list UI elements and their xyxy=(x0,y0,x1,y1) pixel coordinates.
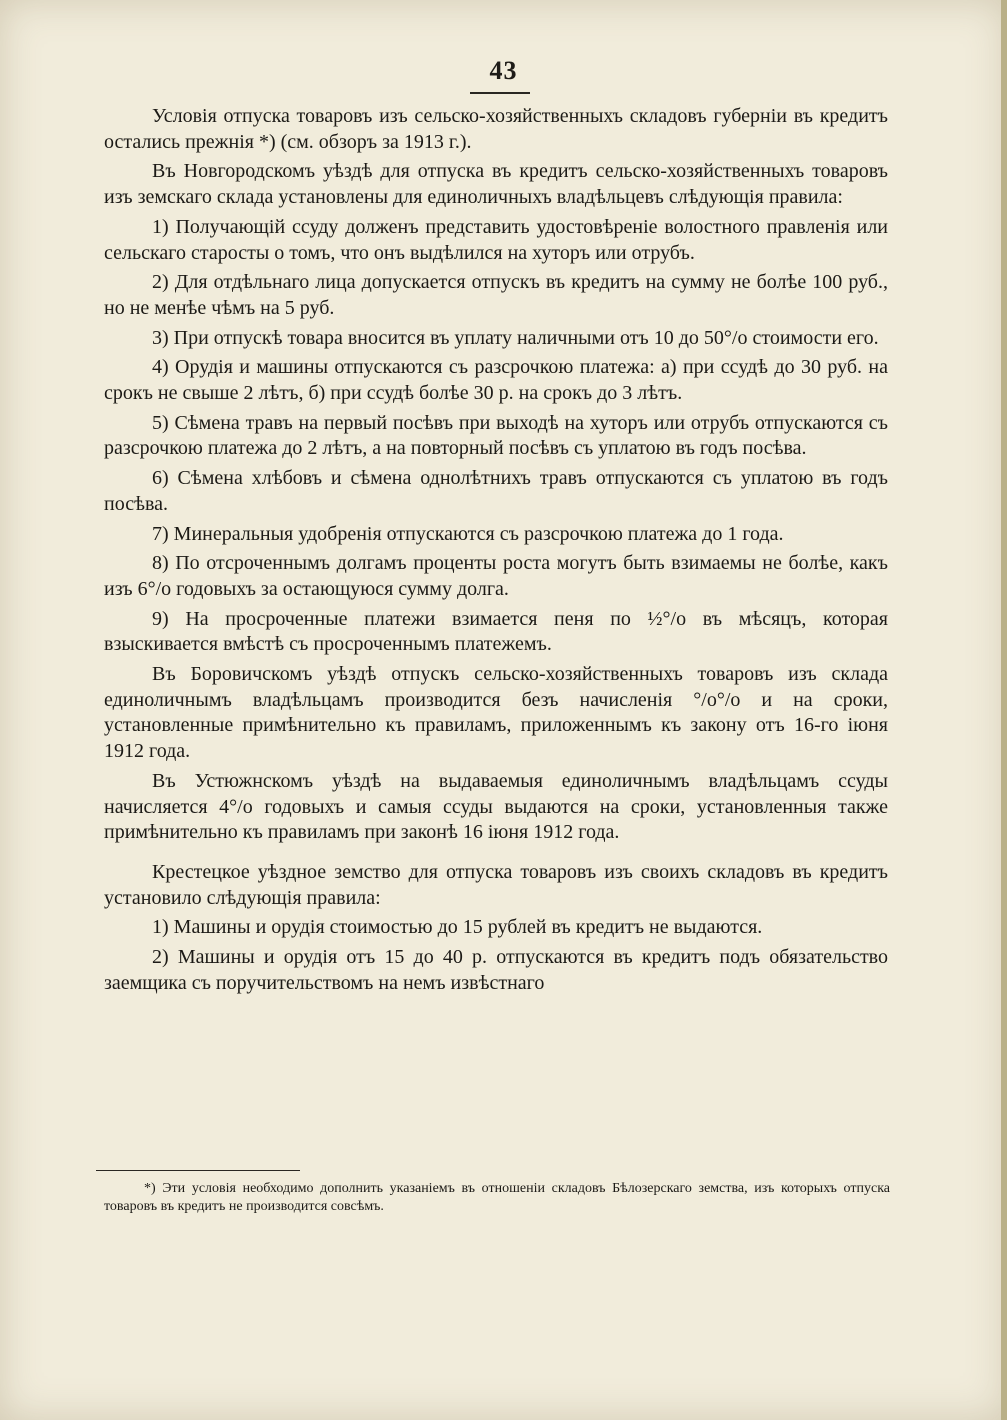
page-number-rule xyxy=(470,92,530,94)
rule-6: 6) Сѣмена хлѣбовъ и сѣмена однолѣтнихъ травъ отпускаются съ уплатою въ годъ посѣва. xyxy=(104,467,888,515)
body-text xyxy=(104,104,888,1001)
paragraph-borovichi: Въ Боровичскомъ уѣздѣ отпускъ сельско-хозяйственныхъ товаровъ изъ склада единоличнымъ владѣльцамъ производится безъ начисленія °/о°/о и на сроки, установленные примѣнительно къ правиламъ, приложеннымъ къ закону отъ 16-го іюня 1912 года. xyxy=(104,663,888,763)
paragraph-2: Въ Новгородскомъ уѣздѣ для отпуска въ кредитъ сельско-хозяйственныхъ товаровъ изъ земскаго склада установлены для единоличныхъ владѣльцевъ слѣдующія правила: xyxy=(104,160,888,209)
rule-8: 8) По отсроченнымъ долгамъ проценты роста могутъ быть взимаемы не болѣе, какъ изъ 6°/о годовыхъ за остающуюся сумму долга. xyxy=(104,552,888,600)
rule-3: 3) При отпускѣ товара вносится въ уплату наличными отъ 10 до 50°/о стоимости его. xyxy=(152,326,879,349)
page-number: 43 xyxy=(489,56,518,85)
rule-4: 4) Орудія и машины отпускаются съ разсрочкою платежа: а) при ссудѣ до 30 руб. на срокъ не свыше 2 лѣтъ, б) при ссудѣ болѣе 30 р. на срокъ до 3 лѣтъ. xyxy=(104,356,888,405)
paragraph-1: Условія отпуска товаровъ изъ сельско-хозяйственныхъ складовъ губерніи въ кредитъ остались прежнія *) (см. обзоръ за 1913 г.). xyxy=(104,105,888,153)
rule-9: 9) На просроченные платежи взимается пеня по ½°/о въ мѣсяцъ, которая взыскивается вмѣстѣ съ просроченнымъ платежемъ. xyxy=(104,607,888,656)
paragraph-ustyuzhna: Въ Устюжнскомъ уѣздѣ на выдаваемыя единоличнымъ владѣльцамъ ссуды начисляется 4°/о годовыхъ и самыя ссуды выдаются на сроки, установленныя также примѣнительно къ правиламъ при законѣ 16 іюня 1912 года. xyxy=(104,769,888,844)
rule-7: 7) Минеральныя удобренія отпускаются съ разсрочкою платежа до 1 года. xyxy=(152,522,784,545)
page-edge xyxy=(1001,0,1007,1420)
rule-2: 2) Для отдѣльнаго лица допускается отпускъ въ кредитъ на сумму не болѣе 100 руб., но не менѣе чѣмъ на 5 руб. xyxy=(104,271,888,319)
rule-5: 5) Сѣмена травъ на первый посѣвъ при выходѣ на хуторъ или отрубъ отпускаются съ разсрочкою платежа до 2 лѣтъ, а на повторный посѣвъ съ уплатою въ годъ посѣва. xyxy=(104,411,888,460)
footnote-rule xyxy=(96,1170,300,1171)
footnote: *) Эти условія необходимо дополнить указаніемъ въ отношеніи складовъ Бѣлозерскаго земства, изъ которыхъ отпуска товаровъ въ кредитъ не производится совсѣмъ. xyxy=(104,1181,890,1214)
paragraph-krestsy: Крестецкое уѣздное земство для отпуска товаровъ изъ своихъ складовъ въ кредитъ установило слѣдующія правила: xyxy=(104,860,888,909)
krestsy-rule-1: 1) Машины и орудія стоимостью до 15 рублей въ кредитъ не выдаются. xyxy=(152,916,763,939)
rule-1: 1) Получающій ссуду долженъ представить удостовѣреніе волостного правленія или сельскаго старосты о томъ, что онъ выдѣлился на хуторъ или отрубъ. xyxy=(104,215,888,264)
krestsy-rule-2: 2) Машины и орудія отъ 15 до 40 р. отпускаются въ кредитъ подъ обязательство заемщика съ поручительствомъ на немъ извѣстнаго xyxy=(104,946,888,994)
